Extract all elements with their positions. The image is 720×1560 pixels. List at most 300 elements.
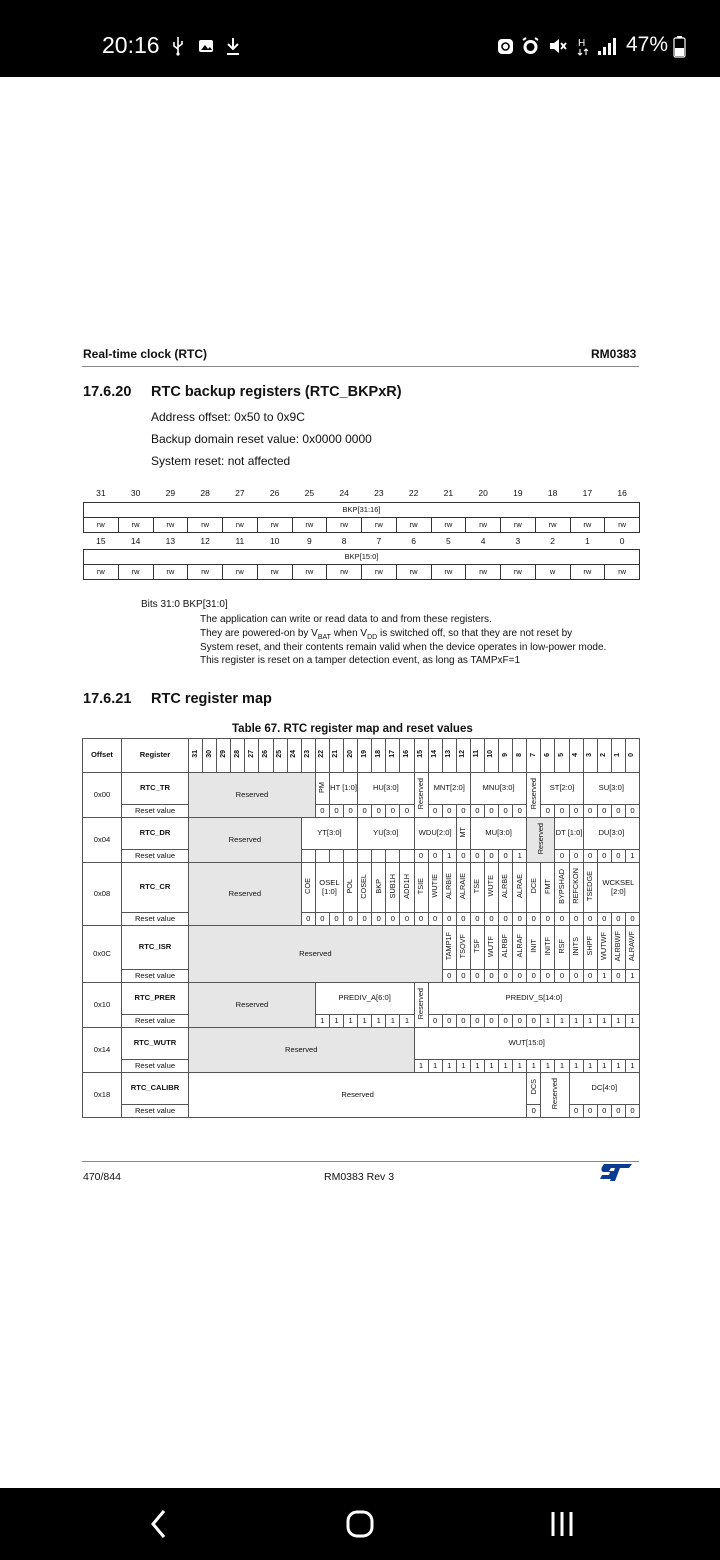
reset-bit: 0: [597, 850, 611, 863]
reserved-cell: Reserved: [527, 818, 555, 863]
header-bit: 28: [231, 739, 245, 773]
field-flag: INITS: [569, 926, 583, 970]
field-flag: WUTE: [484, 863, 498, 913]
access-type: rw: [431, 564, 466, 579]
header-bit: 17: [386, 739, 400, 773]
bit-number: 9: [307, 535, 312, 546]
header-bit: 26: [259, 739, 273, 773]
offset-cell: 0x18: [83, 1073, 122, 1118]
section2-number: 17.6.21: [83, 691, 132, 707]
field-flag: ALRBF: [499, 926, 513, 970]
field-osel: OSEL [1:0]: [315, 863, 343, 913]
reset-bit: 0: [499, 1015, 513, 1028]
reset-bit: 0: [470, 1015, 484, 1028]
reset-bit: 0: [386, 805, 400, 818]
reset-bit: 0: [527, 1015, 541, 1028]
reset-bit: 0: [400, 913, 414, 926]
empty-bit: [301, 850, 315, 863]
field-mnt: MNT[2:0]: [428, 773, 470, 805]
field-flag: WUTWF: [597, 926, 611, 970]
reset-bit: 0: [470, 913, 484, 926]
header-register: Register: [122, 739, 189, 773]
reset-bit: 0: [344, 805, 358, 818]
reset-bit: 0: [372, 805, 386, 818]
bit-number: 11: [235, 535, 245, 546]
field-flag: SHPF: [583, 926, 597, 970]
field-ht: HT [1:0]: [329, 773, 357, 805]
reset-bit: 0: [484, 805, 498, 818]
back-icon[interactable]: [148, 1508, 170, 1540]
header-bit: 21: [329, 739, 343, 773]
bit-number: 10: [269, 535, 280, 546]
reset-bit: 0: [484, 913, 498, 926]
address-offset: Address offset: 0x50 to 0x9C: [151, 410, 305, 424]
reset-label: Reset value: [122, 1015, 189, 1028]
header-bit: 10: [484, 739, 498, 773]
reset-bit: 0: [301, 913, 315, 926]
field-wucksel: WCKSEL [2:0]: [597, 863, 639, 913]
bit-number: 13: [165, 535, 176, 546]
signal-icon: [597, 36, 619, 56]
reset-bit: 0: [499, 805, 513, 818]
reset-bit: 0: [456, 1015, 470, 1028]
field-flag: DCE: [527, 863, 541, 913]
reset-bit: 0: [527, 1105, 541, 1118]
header-bit: 1: [611, 739, 625, 773]
bit-number: 3: [515, 535, 521, 546]
empty-bit: [315, 850, 329, 863]
reset-bit: 0: [442, 970, 456, 983]
footer-rule: [82, 1161, 639, 1162]
reserved-cell: Reserved: [189, 773, 316, 818]
reset-bit: 0: [372, 913, 386, 926]
register-name: RTC_CR: [122, 863, 189, 913]
image-icon: [198, 36, 214, 56]
field-flag: ALRBE: [499, 863, 513, 913]
reset-bit: 0: [428, 913, 442, 926]
field-flag: TSF: [470, 926, 484, 970]
reset-bit: 1: [625, 970, 639, 983]
reset-bit: 0: [456, 970, 470, 983]
reset-bit: 0: [484, 970, 498, 983]
reset-bit: 0: [414, 850, 428, 863]
reset-bit: 0: [597, 805, 611, 818]
bit-number: 24: [339, 488, 349, 499]
battery-icon: [673, 36, 686, 58]
register-map-table: [82, 738, 640, 1118]
empty-bit: [358, 850, 372, 863]
table-caption: Table 67. RTC register map and reset values: [232, 723, 473, 735]
reserved-cell: Reserved: [414, 983, 428, 1028]
bit-number: 15: [96, 535, 106, 546]
access-type: rw: [362, 517, 397, 532]
reset-bit: 0: [569, 850, 583, 863]
reserved-cell: Reserved: [189, 818, 302, 863]
offset-cell: 0x04: [83, 818, 122, 863]
hspa-data-icon: [576, 36, 590, 56]
field-dcs: DCS: [527, 1073, 541, 1105]
reset-bit: 1: [611, 1015, 625, 1028]
reset-bit: 1: [315, 1015, 329, 1028]
access-type: rw: [292, 564, 327, 579]
field-flag: ALRAIE: [456, 863, 470, 913]
reset-bit: 0: [358, 805, 372, 818]
field-flag: TSOVF: [456, 926, 470, 970]
field-hu: HU[3:0]: [358, 773, 414, 805]
reset-bit: 0: [597, 1105, 611, 1118]
reserved-cell: Reserved: [527, 773, 541, 818]
bits-desc-head: Bits 31:0 BKP[31:0]: [141, 599, 228, 610]
backup-reset-value: Backup domain reset value: 0x0000 0000: [151, 432, 372, 446]
empty-bit: [344, 850, 358, 863]
offset-cell: 0x14: [83, 1028, 122, 1073]
download-icon: [225, 36, 241, 56]
reset-bit: 1: [625, 1060, 639, 1073]
reset-bit: 0: [569, 1105, 583, 1118]
header-bit: 15: [414, 739, 428, 773]
bit-number: 30: [130, 488, 141, 499]
field-du: DU[3:0]: [583, 818, 639, 850]
access-type: rw: [188, 517, 223, 532]
header-bit: 3: [583, 739, 597, 773]
access-type: rw: [84, 517, 119, 532]
field-flag: WUTF: [484, 926, 498, 970]
reset-bit: 1: [456, 1060, 470, 1073]
bit-number: 0: [619, 535, 625, 546]
access-type: rw: [188, 564, 223, 579]
status-bar: [0, 0, 720, 77]
field-prediv-a: PREDIV_A[6:0]: [315, 983, 414, 1015]
field-yt: YT[3:0]: [301, 818, 357, 850]
reserved-cell: Reserved: [189, 1028, 415, 1073]
field-st: ST[2:0]: [541, 773, 583, 805]
field-flag: RSF: [555, 926, 569, 970]
reset-bit: 0: [597, 913, 611, 926]
reset-bit: 0: [484, 1015, 498, 1028]
reset-bit: 0: [470, 805, 484, 818]
reset-bit: 0: [428, 850, 442, 863]
header-bit: 25: [273, 739, 287, 773]
battery-percent: 47%: [626, 33, 669, 56]
access-type: rw: [570, 517, 605, 532]
pdf-page[interactable]: [0, 77, 720, 1488]
reset-bit: 0: [611, 1105, 625, 1118]
reset-bit: 0: [329, 913, 343, 926]
page-header-left: Real-time clock (RTC): [83, 347, 208, 361]
system-reset: System reset: not affected: [151, 454, 291, 468]
bit-number: 18: [547, 488, 558, 499]
register-bitfield: [83, 485, 640, 580]
nav-bar: [0, 1488, 720, 1560]
section2-title: RTC register map: [151, 691, 272, 707]
field-label: BKP[15:0]: [84, 549, 640, 564]
bit-number: 29: [165, 488, 176, 499]
reset-bit: 1: [597, 970, 611, 983]
reset-bit: 0: [456, 913, 470, 926]
reset-bit: 0: [484, 850, 498, 863]
header-bit: 12: [456, 739, 470, 773]
reset-bit: 0: [625, 1105, 639, 1118]
reset-bit: 1: [329, 1015, 343, 1028]
offset-cell: 0x00: [83, 773, 122, 818]
reset-bit: 1: [414, 1060, 428, 1073]
st-logo-icon: [598, 1162, 634, 1182]
bit-number: 5: [446, 535, 451, 546]
field-mt: MT: [456, 818, 470, 850]
field-dc: DC[4:0]: [569, 1073, 639, 1105]
reset-bit: 0: [499, 850, 513, 863]
header-bit: 11: [470, 739, 484, 773]
bit-number: 16: [617, 488, 627, 499]
reset-bit: 1: [611, 1060, 625, 1073]
bit-number: 8: [341, 535, 347, 546]
reset-bit: 1: [386, 1015, 400, 1028]
bit-number: 14: [130, 535, 141, 546]
reset-bit: 0: [555, 970, 569, 983]
reset-bit: 0: [569, 913, 583, 926]
reset-bit: 0: [513, 970, 527, 983]
section-title: RTC backup registers (RTC_BKPxR): [151, 384, 402, 400]
header-bit: 20: [344, 739, 358, 773]
field-flag: INIT: [527, 926, 541, 970]
bit-number: 25: [304, 488, 315, 499]
reserved-cell: Reserved: [414, 773, 428, 818]
access-type: rw: [396, 517, 431, 532]
header-bit: 13: [442, 739, 456, 773]
field-prediv-s: PREDIV_S[14:0]: [428, 983, 639, 1015]
reset-label: Reset value: [122, 913, 189, 926]
reserved-cell: Reserved: [189, 926, 443, 983]
reset-bit: 0: [583, 913, 597, 926]
reset-bit: 0: [583, 970, 597, 983]
field-flag: BYPSHAD: [555, 863, 569, 913]
reset-bit: 1: [513, 850, 527, 863]
reset-bit: 0: [358, 913, 372, 926]
header-bit: 5: [555, 739, 569, 773]
header-bit: 7: [527, 739, 541, 773]
register-name: RTC_ISR: [122, 926, 189, 970]
reset-bit: 0: [569, 970, 583, 983]
reset-bit: 1: [428, 1060, 442, 1073]
access-type: rw: [327, 564, 362, 579]
reset-bit: 1: [625, 1015, 639, 1028]
reset-bit: 0: [611, 850, 625, 863]
reset-bit: 0: [414, 913, 428, 926]
bit-number: 1: [585, 535, 590, 546]
reset-bit: 1: [541, 1060, 555, 1073]
bit-number: 2: [550, 535, 555, 546]
reset-bit: 0: [456, 805, 470, 818]
reset-bit: 1: [442, 850, 456, 863]
header-bit: 24: [287, 739, 301, 773]
access-type: rw: [223, 517, 258, 532]
reserved-cell: Reserved: [541, 1073, 569, 1118]
access-type: rw: [153, 517, 188, 532]
bit-number: 4: [480, 535, 486, 546]
header-bit: 18: [372, 739, 386, 773]
header-bit: 8: [513, 739, 527, 773]
field-coe: COE: [301, 863, 315, 913]
field-pm: PM: [315, 773, 329, 805]
bit-number: 6: [411, 535, 416, 546]
reset-bit: 1: [583, 1015, 597, 1028]
access-type: rw: [466, 517, 501, 532]
reset-bit: 0: [569, 805, 583, 818]
bits-desc-line1: The application can write or read data to and from these registers.: [200, 614, 492, 625]
reset-bit: 0: [583, 1105, 597, 1118]
empty-bit: [372, 850, 386, 863]
header-offset: Offset: [83, 739, 122, 773]
doc-revision: RM0383 Rev 3: [324, 1171, 395, 1183]
field-flag: SUB1H: [386, 863, 400, 913]
reset-bit: 0: [541, 913, 555, 926]
reset-bit: 1: [344, 1015, 358, 1028]
access-type: rw: [570, 564, 605, 579]
reset-bit: 0: [513, 805, 527, 818]
reset-bit: 0: [344, 913, 358, 926]
empty-bit: [386, 850, 400, 863]
bit-number: 27: [235, 488, 245, 499]
reset-bit: 1: [513, 1060, 527, 1073]
field-flag: ALRAF: [513, 926, 527, 970]
page-header-right: RM0383: [591, 347, 637, 361]
register-name: RTC_TR: [122, 773, 189, 805]
empty-bit: [329, 850, 343, 863]
access-type: rw: [292, 517, 327, 532]
reset-bit: 0: [456, 850, 470, 863]
reset-label: Reset value: [122, 805, 189, 818]
access-type: rw: [327, 517, 362, 532]
bit-number: 7: [376, 535, 382, 546]
access-type: w: [535, 564, 570, 579]
reset-bit: 0: [611, 913, 625, 926]
access-type: rw: [501, 564, 536, 579]
bit-number: 19: [513, 488, 523, 499]
offset-cell: 0x0C: [83, 926, 122, 983]
bit-number: 20: [478, 488, 488, 499]
reset-bit: 0: [555, 850, 569, 863]
header-bit: 2: [597, 739, 611, 773]
reset-label: Reset value: [122, 1060, 189, 1073]
reset-bit: 0: [541, 805, 555, 818]
header-bit: 22: [315, 739, 329, 773]
header-bit: 16: [400, 739, 414, 773]
section-number: 17.6.20: [83, 384, 132, 400]
recycle-icon: [497, 36, 514, 56]
bit-number: 31: [96, 488, 106, 499]
header-bit: 4: [569, 739, 583, 773]
reset-bit: 0: [315, 805, 329, 818]
field-flag: COSEL: [358, 863, 372, 913]
field-flag: TSIE: [414, 863, 428, 913]
reserved-cell: Reserved: [189, 983, 316, 1028]
recents-icon[interactable]: [549, 1510, 575, 1538]
access-type: rw: [223, 564, 258, 579]
reset-bit: 0: [583, 850, 597, 863]
header-bit: 27: [245, 739, 259, 773]
bit-number: 22: [408, 488, 419, 499]
alarm-icon: [521, 36, 540, 56]
field-flag: ALRBIE: [442, 863, 456, 913]
field-flag: REFCKON: [569, 863, 583, 913]
reset-bit: 0: [428, 1015, 442, 1028]
reset-bit: 0: [499, 970, 513, 983]
reset-bit: 0: [513, 1015, 527, 1028]
reset-bit: 0: [527, 913, 541, 926]
bit-number: 17: [582, 488, 593, 499]
field-flag: TSEDGE: [583, 863, 597, 913]
field-flag: ADD1H: [400, 863, 414, 913]
header-rule: [82, 366, 639, 367]
reset-bit: 0: [583, 805, 597, 818]
reset-bit: 0: [386, 913, 400, 926]
reset-bit: 1: [499, 1060, 513, 1073]
bit-number: 23: [374, 488, 384, 499]
header-bit: 31: [189, 739, 203, 773]
field-flag: FMT: [541, 863, 555, 913]
reset-bit: 1: [583, 1060, 597, 1073]
access-type: rw: [501, 517, 536, 532]
reset-label: Reset value: [122, 850, 189, 863]
reset-bit: 0: [442, 1015, 456, 1028]
bit-number: 28: [200, 488, 210, 499]
field-flag: POL: [344, 863, 358, 913]
access-type: rw: [118, 564, 153, 579]
reset-bit: 0: [470, 970, 484, 983]
header-bit: 29: [217, 739, 231, 773]
reset-bit: 1: [569, 1015, 583, 1028]
reset-bit: 1: [597, 1015, 611, 1028]
reset-bit: 0: [315, 913, 329, 926]
reset-bit: 0: [611, 970, 625, 983]
access-type: rw: [257, 517, 292, 532]
reset-bit: 0: [625, 913, 639, 926]
field-flag: TAMP1F: [442, 926, 456, 970]
reset-bit: 0: [428, 805, 442, 818]
field-wdu: WDU[2:0]: [414, 818, 456, 850]
reset-bit: 0: [611, 805, 625, 818]
access-type: rw: [396, 564, 431, 579]
field-wut: WUT[15:0]: [414, 1028, 640, 1060]
bits-desc-line3: System reset, and their contents remain valid when the device operates in low-power mode.: [200, 642, 607, 653]
reset-bit: 1: [569, 1060, 583, 1073]
field-dt: DT [1:0]: [555, 818, 583, 850]
reset-bit: 1: [372, 1015, 386, 1028]
access-type: rw: [153, 564, 188, 579]
access-type: rw: [535, 517, 570, 532]
header-bit: 0: [625, 739, 639, 773]
reset-label: Reset value: [122, 1105, 189, 1118]
access-type: rw: [84, 564, 119, 579]
reset-bit: 0: [541, 970, 555, 983]
field-flag: WUTIE: [428, 863, 442, 913]
reset-bit: 0: [625, 805, 639, 818]
header-bit: 6: [541, 739, 555, 773]
reset-bit: 1: [442, 1060, 456, 1073]
reset-bit: 0: [555, 913, 569, 926]
bits-desc-line2: They are powered-on by $V_{BAT}$ when $V_{DD}$ is switched off, so that they are not reset by: [200, 628, 573, 641]
reset-bit: 1: [358, 1015, 372, 1028]
header-bit: 14: [428, 739, 442, 773]
field-flag: TSE: [470, 863, 484, 913]
bit-number: 26: [269, 488, 280, 499]
access-type: rw: [362, 564, 397, 579]
reset-bit: 1: [470, 1060, 484, 1073]
home-icon[interactable]: [345, 1509, 375, 1539]
svg-text:H: H: [578, 38, 586, 49]
reset-bit: 1: [555, 1060, 569, 1073]
reset-bit: 0: [400, 805, 414, 818]
